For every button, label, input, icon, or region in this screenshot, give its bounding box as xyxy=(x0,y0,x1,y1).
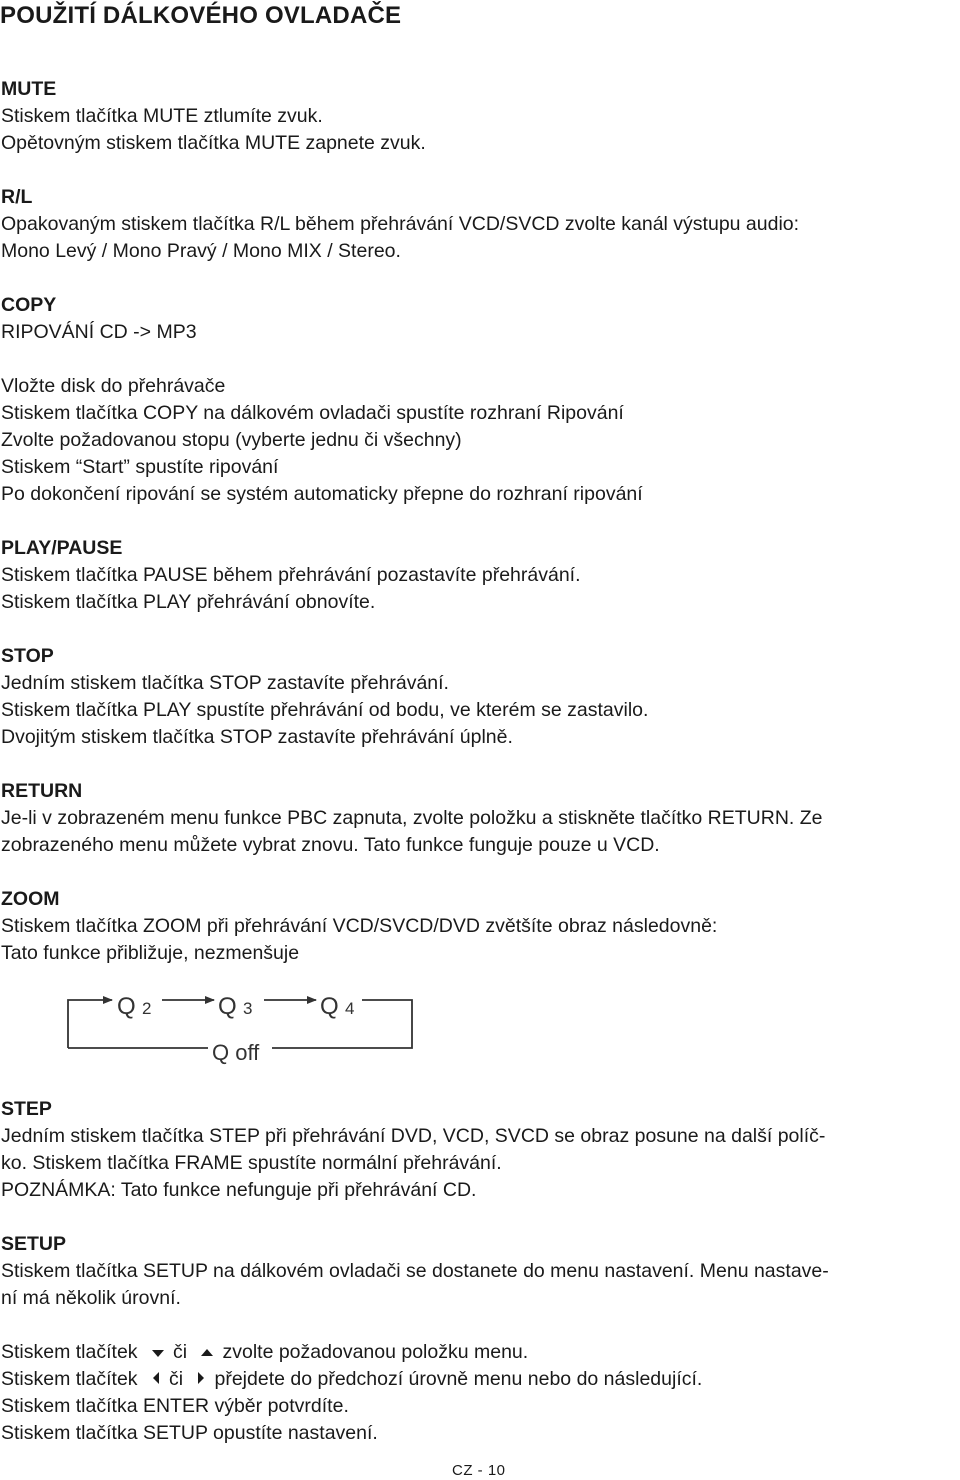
section-heading-rl: R/L xyxy=(1,186,33,208)
left-triangle-icon xyxy=(151,1366,161,1393)
text-line: Stiskem tlačítka SETUP na dálkovém ovladači se dostanete do menu nastavení. Menu nastave- xyxy=(1,1260,829,1282)
text-line: Jedním stiskem tlačítka STOP zastavíte přehrávání. xyxy=(1,672,449,694)
section-heading-copy: COPY xyxy=(1,294,57,316)
text-line: Je-li v zobrazeném menu funkce PBC zapnuta, zvolte položku a stiskněte tlačítko RETURN. Ze xyxy=(1,807,823,829)
text-line: POZNÁMKA: Tato funkce nefunguje při přehrávání CD. xyxy=(1,1179,477,1201)
zoom-q4-label: Q xyxy=(320,993,339,1020)
section-heading-mute: MUTE xyxy=(1,78,57,100)
nav-suffix: zvolte požadovanou položku menu. xyxy=(222,1341,529,1363)
zoom-q2-label: Q xyxy=(117,993,136,1020)
section-playpause xyxy=(1,535,956,616)
up-triangle-icon xyxy=(200,1339,214,1366)
text-line: Po dokončení ripování se systém automaticky přepne do rozhraní ripování xyxy=(1,483,643,505)
section-heading-playpause: PLAY/PAUSE xyxy=(1,537,123,559)
page-title: POUŽITÍ DÁLKOVÉHO OVLADAČE xyxy=(0,2,402,29)
section-return xyxy=(1,778,956,859)
section-heading-step: STEP xyxy=(1,1098,52,1120)
section-mute xyxy=(1,76,956,157)
zoom-q3-sub: 3 xyxy=(243,999,253,1018)
text-line: Opakovaným stiskem tlačítka R/L během přehrávání VCD/SVCD zvolte kanál výstupu audio: xyxy=(1,213,800,235)
zoom-qoff-label: Q off xyxy=(212,1040,260,1065)
nav-conj: či xyxy=(168,1368,184,1390)
section-step xyxy=(1,1096,956,1204)
text-line: Stiskem “Start” spustíte ripování xyxy=(1,456,279,478)
zoom-q2-sub: 2 xyxy=(142,999,152,1018)
text-line: Zvolte požadovanou stopu (vyberte jednu či všechny) xyxy=(1,429,462,451)
section-heading-return: RETURN xyxy=(1,780,83,802)
zoom-q3-label: Q xyxy=(218,993,237,1020)
text-line: Stiskem tlačítka PAUSE během přehrávání pozastavíte přehrávání. xyxy=(1,564,581,586)
text-line: zobrazeného menu můžete vybrat znovu. Tato funkce funguje pouze u VCD. xyxy=(1,834,660,856)
text-line: ko. Stiskem tlačítka FRAME spustíte normální přehrávání. xyxy=(1,1152,502,1174)
text-line: Stiskem tlačítka ZOOM při přehrávání VCD/SVCD/DVD zvětšíte obraz následovně: xyxy=(1,915,718,937)
section-stop xyxy=(1,643,956,751)
right-triangle-icon xyxy=(196,1366,206,1393)
text-line: Stiskem tlačítka PLAY spustíte přehrávání od bodu, ve kterém se zastavilo. xyxy=(1,699,649,721)
section-heading-setup: SETUP xyxy=(1,1233,67,1255)
text-line: Jedním stiskem tlačítka STEP při přehrávání DVD, VCD, SVCD se obraz posune na další políč- xyxy=(1,1125,826,1147)
section-heading-zoom: ZOOM xyxy=(1,888,60,910)
diagram-arrow xyxy=(272,1000,412,1048)
text-line: Vložte disk do přehrávače xyxy=(1,375,226,397)
text-line: Stiskem tlačítka MUTE ztlumíte zvuk. xyxy=(1,105,323,127)
text-line: Dvojitým stiskem tlačítka STOP zastavíte přehrávání úplně. xyxy=(1,726,513,748)
page-number: CZ - 10 xyxy=(452,1462,506,1479)
section-setup xyxy=(1,1231,956,1447)
text-line: Stiskem tlačítka PLAY přehrávání obnovíte. xyxy=(1,591,376,613)
text-line: ní má několik úrovní. xyxy=(1,1287,181,1309)
nav-prefix: Stiskem tlačítek xyxy=(1,1341,138,1363)
section-copy xyxy=(1,292,956,508)
section-heading-stop: STOP xyxy=(1,645,54,667)
nav-prefix: Stiskem tlačítek xyxy=(1,1368,138,1390)
down-triangle-icon xyxy=(151,1339,165,1366)
zoom-q4-sub: 4 xyxy=(345,999,355,1018)
text-line: Opětovným stiskem tlačítka MUTE zapnete zvuk. xyxy=(1,132,426,154)
nav-conj: či xyxy=(172,1341,188,1363)
nav-line-updown xyxy=(1,1339,956,1366)
text-line: Mono Levý / Mono Pravý / Mono MIX / Stereo. xyxy=(1,240,401,262)
nav-line-leftright xyxy=(1,1366,956,1393)
text-line: Tato funkce přibližuje, nezmenšuje xyxy=(1,942,300,964)
zoom-cycle-diagram xyxy=(62,988,422,1068)
section-zoom xyxy=(1,886,956,967)
diagram-return-line xyxy=(68,1000,112,1048)
section-rl xyxy=(1,184,956,265)
text-line: Stiskem tlačítka ENTER výběr potvrdíte. xyxy=(1,1395,349,1417)
text-line: Stiskem tlačítka COPY na dálkovém ovladači spustíte rozhraní Ripování xyxy=(1,402,624,424)
nav-suffix: přejdete do předchozí úrovně menu nebo do následující. xyxy=(214,1368,703,1390)
text-line: Stiskem tlačítka SETUP opustíte nastavení. xyxy=(1,1422,378,1444)
section-subheading: RIPOVÁNÍ CD -> MP3 xyxy=(1,321,197,343)
